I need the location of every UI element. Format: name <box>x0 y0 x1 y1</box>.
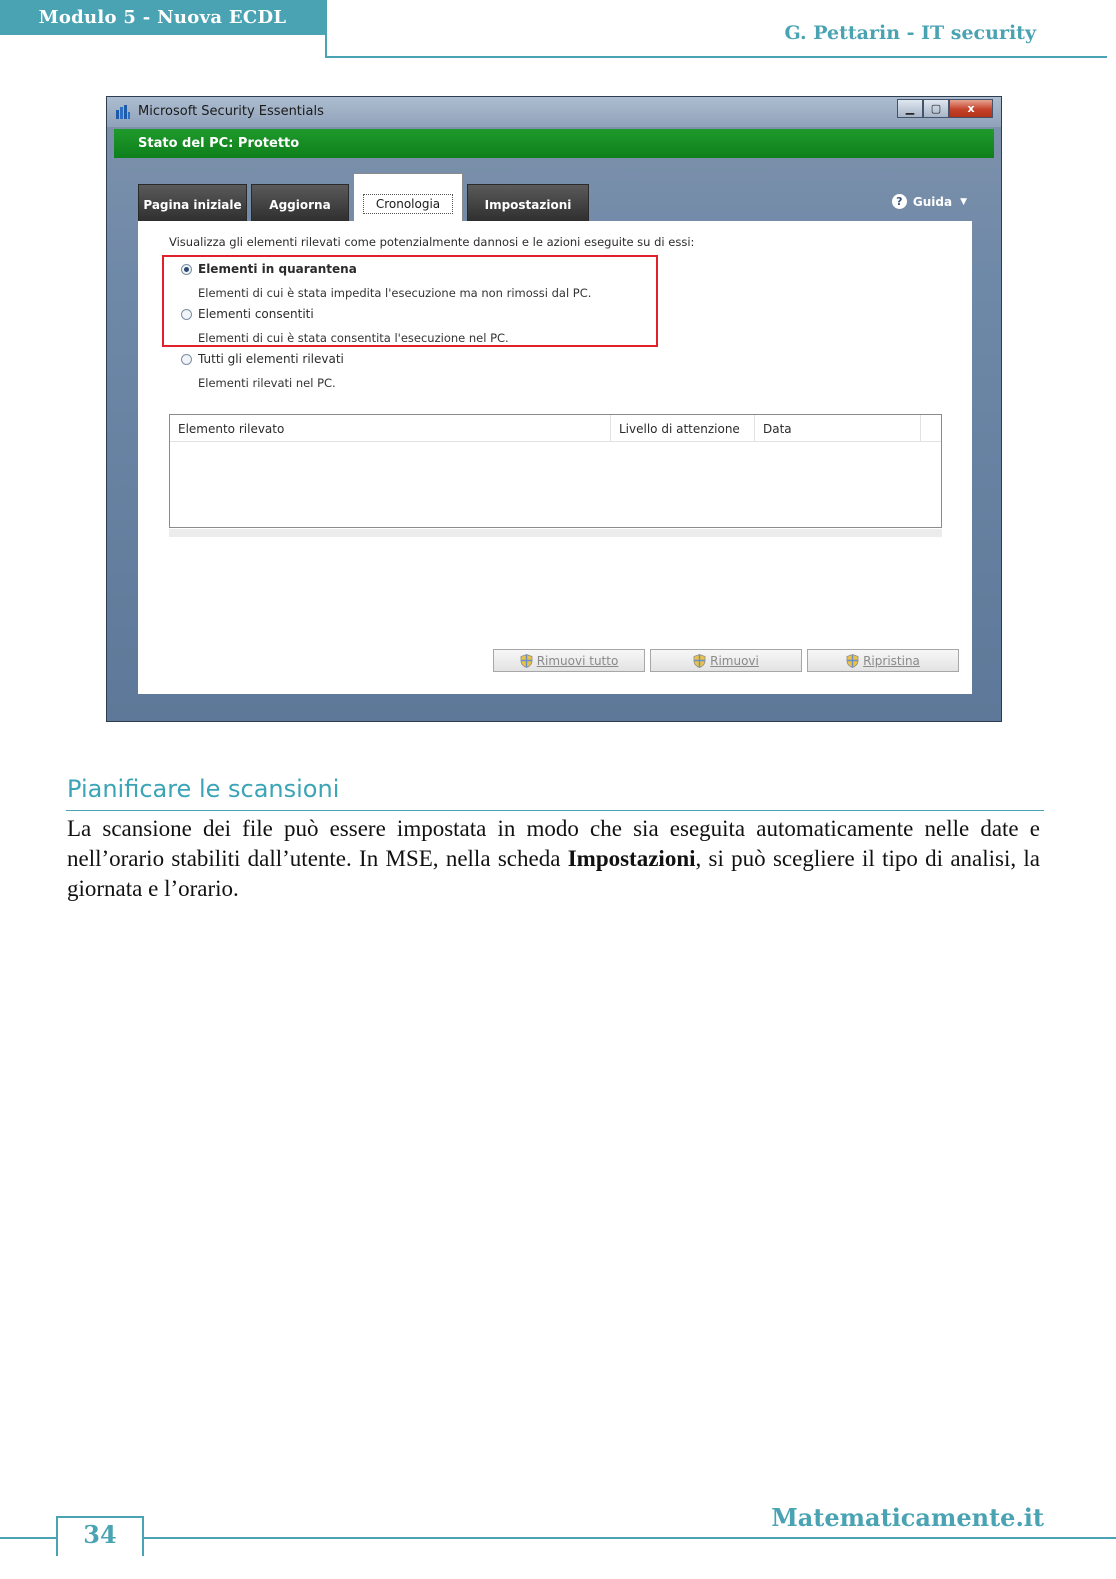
header-module-title: Modulo 5 - Nuova ECDL <box>0 0 325 35</box>
section-paragraph <box>67 814 1040 904</box>
remove-button[interactable] <box>650 649 802 672</box>
option-quarantined-label: Elementi in quarantena <box>198 262 357 276</box>
history-intro: Visualizza gli elementi rilevati come potenzialmente dannosi e le azioni eseguite su di essi: <box>169 235 695 249</box>
option-all[interactable] <box>181 352 344 366</box>
restore-label: Ripristina <box>863 653 920 668</box>
column-data[interactable]: Data <box>755 415 921 441</box>
help-icon: ? <box>892 194 907 209</box>
tab-cronologia[interactable] <box>353 173 463 221</box>
paragraph-text-before: La scansione dei file può essere impostata in modo che sia eseguita automaticamente nelle date e nell’orario stabiliti dall’utente. In MSE, nella scheda <box>67 816 1040 871</box>
footer-rule <box>0 1537 1116 1539</box>
page-number: 34 <box>83 1520 117 1549</box>
section-title: Pianificare le scansioni <box>67 775 340 803</box>
remove-label: Rimuovi <box>710 653 759 668</box>
red-highlight-box <box>162 255 658 347</box>
option-allowed-desc: Elementi di cui è stata consentita l'esecuzione nel PC. <box>198 331 509 345</box>
header-author-title: G. Pettarin - IT security <box>784 22 1036 44</box>
option-all-desc: Elementi rilevati nel PC. <box>198 376 336 390</box>
list-header <box>170 415 941 442</box>
shield-icon <box>693 654 706 668</box>
header-divider <box>325 0 327 58</box>
tab-impostazioni[interactable]: Impostazioni <box>467 184 589 221</box>
maximize-button[interactable]: ▢ <box>923 99 949 118</box>
tab-bar <box>138 183 593 221</box>
pc-status-bar: Stato del PC: Protetto <box>114 129 994 158</box>
help-label: Guida <box>912 194 953 209</box>
paragraph-bold-term: Impostazioni <box>567 846 696 871</box>
option-all-label: Tutti gli elementi rilevati <box>198 352 344 366</box>
restore-button[interactable] <box>807 649 959 672</box>
close-button[interactable]: x <box>949 99 993 118</box>
window-titlebar <box>107 97 1001 127</box>
mse-window-screenshot <box>106 96 1002 722</box>
option-allowed-label: Elementi consentiti <box>198 307 314 321</box>
footer-site: Matematicamente.it <box>771 1503 1044 1532</box>
shield-icon <box>520 654 533 668</box>
tab-aggiorna[interactable]: Aggiorna <box>251 184 349 221</box>
paragraph-text-after: , si può scegliere il tipo di analisi, la giornata e l’orario. <box>67 846 1041 901</box>
tab-cronologia-label: Cronologia <box>363 194 453 214</box>
column-elemento-rilevato[interactable]: Elemento rilevato <box>170 415 611 441</box>
minimize-button[interactable]: ▁ <box>897 99 923 118</box>
tab-pagina-iniziale[interactable]: Pagina iniziale <box>138 184 247 221</box>
detected-items-list[interactable] <box>169 414 942 528</box>
header-rule <box>325 56 1107 58</box>
section-rule <box>66 810 1044 811</box>
list-scrollbar-area <box>169 529 942 537</box>
option-quarantined-desc: Elementi di cui è stata impedita l'esecuzione ma non rimossi dal PC. <box>198 286 592 300</box>
chevron-down-icon: ▼ <box>960 196 967 207</box>
remove-all-label: Rimuovi tutto <box>536 653 619 668</box>
remove-all-button[interactable] <box>493 649 645 672</box>
radio-all[interactable] <box>181 354 192 365</box>
mse-app-icon <box>115 104 131 120</box>
shield-icon <box>846 654 859 668</box>
history-panel <box>138 221 972 694</box>
column-livello-attenzione[interactable]: Livello di attenzione <box>611 415 755 441</box>
help-menu[interactable] <box>892 194 967 209</box>
window-title: Microsoft Security Essentials <box>138 104 324 119</box>
window-controls <box>897 99 993 119</box>
